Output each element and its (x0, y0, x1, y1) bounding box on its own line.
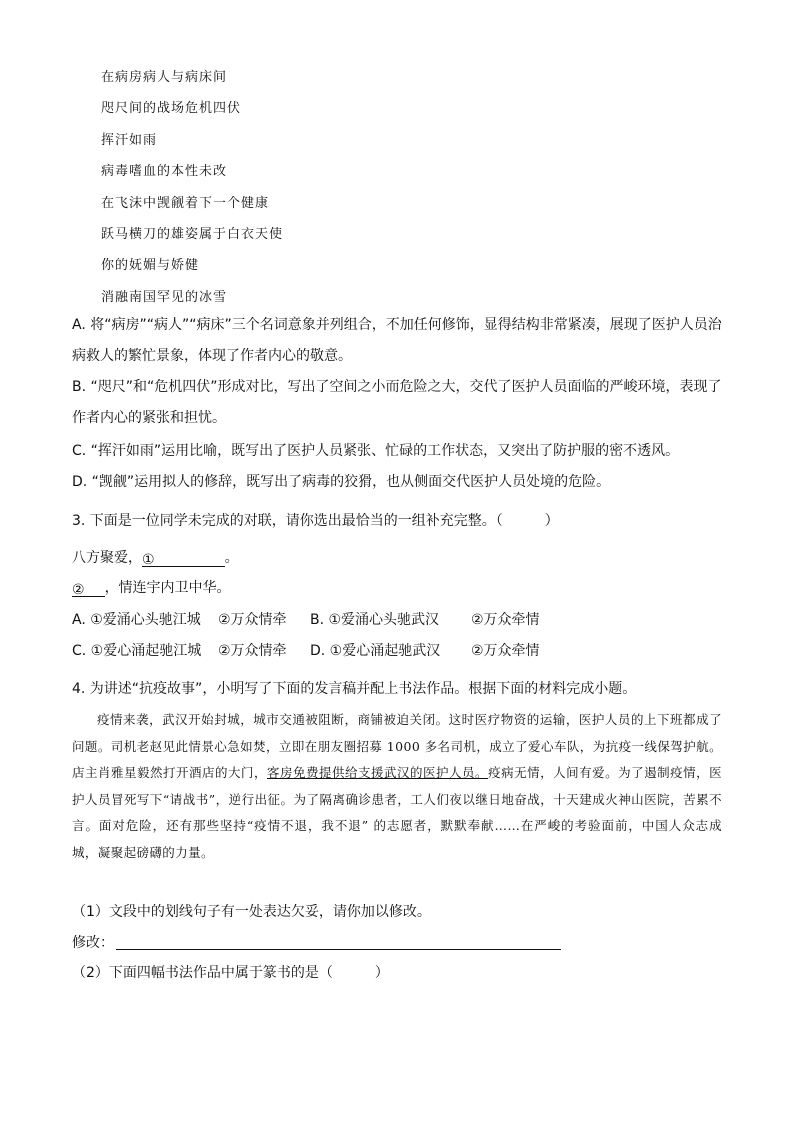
q4-stem: 4. 为讲述“抗疫故事”，小明写了下面的发言稿并配上书法作品。根据下面的材料完成小题。 (72, 681, 637, 697)
poem-line: 病毒嗜血的本性未改 (101, 164, 228, 180)
blank-mark: ① (142, 552, 155, 568)
fix-label: 修改： (72, 935, 114, 951)
passage-text: 疫情来袭，武汉开始封城，城市交通被阻断，商铺被迫关闭。这时医疗物资的运输，医护人员的上下班都成了问题。司机老赵见此情景心急如焚，立即在朋友圈招募 1000 多名司机，成立了爱心车队，为抗疫一线保驾护航。店主肖雅星毅然打开酒店的大门， (72, 712, 722, 780)
poem-line: 在飞沫中觊觎着下一个健康 (101, 195, 270, 211)
option-text: ②万众牵情 (471, 643, 540, 659)
blank-2 (72, 582, 105, 597)
couplet-text: 八方聚爱， (72, 550, 142, 566)
option-text: C. ①爱心涌起驰江城 (72, 643, 202, 659)
blank-mark: ② (72, 582, 85, 598)
poem-line: 你的妩媚与娇健 (101, 258, 200, 274)
option-text: A. ①爱涌心头驰江城 (72, 612, 201, 628)
option-text: B. ①爱涌心头驰武汉 (310, 612, 440, 628)
option-text: ②万众牵情 (471, 612, 540, 628)
passage-text: 疫病无情，人间有爱。为了遏制疫情，医护人员冒死写下“请战书”，逆行出征。为了隔离确诊患者，工人们夜以继日地奋战，十天建成火神山医院，苦累不言。面对危险，还有那些坚持“疫情不退，我不退” 的志愿者，默默奉献……在严峻的考验面前，中国人众志成城，凝聚起磅礴的力量。 (72, 765, 722, 860)
option-text: ②万众情牵 (218, 612, 287, 628)
q2-option-a: A. 将“病房”“病人”“病床”三个名词意象并列组合，不加任何修饰，显得结构非常紧凑，展现了医护人员治病救人的繁忙景象，体现了作者内心的敬意。 (72, 317, 722, 364)
q2-option-c: C. “挥汗如雨”运用比喻，既写出了医护人员紧张、忙碌的工作状态，又突出了防护服的密不透风。 (72, 443, 680, 459)
poem-block (101, 62, 283, 313)
poem-line: 消融南国罕见的冰雪 (101, 289, 228, 305)
q4-sub2: （2）下面四幅书法作品中属于篆书的是（ ） (72, 965, 389, 981)
underlined-sentence: 客房免费提供给支援武汉的医护人员。 (267, 765, 489, 780)
q2-option-d: D. “觊觎”运用拟人的修辞，既写出了病毒的狡猾，也从侧面交代医护人员处境的危险。 (72, 474, 611, 490)
q4-passage (72, 707, 722, 866)
blank-1 (142, 552, 225, 567)
poem-line: 挥汗如雨 (101, 132, 158, 148)
q3-options-row-2 (72, 640, 672, 660)
option-text: ②万众情牵 (218, 643, 287, 659)
q3-couplet-line-1 (72, 547, 239, 567)
answer-line[interactable] (116, 935, 561, 950)
q3-stem: 3. 下面是一位同学未完成的对联，请你选出最恰当的一组补充完整。（ ） (72, 513, 559, 529)
q3-couplet-line-2 (72, 577, 231, 597)
couplet-text: ，情连宇内卫中华。 (104, 580, 231, 596)
q4-fix-row (72, 932, 561, 952)
poem-line: 咫尺间的战场危机四伏 (101, 101, 242, 117)
poem-line: 在病房病人与病床间 (101, 70, 228, 85)
q2-option-b: B. “咫尺”和“危机四伏”形成对比，写出了空间之小而危险之大，交代了医护人员面临的严峻环境，表现了作者内心的紧张和担忧。 (72, 379, 722, 426)
poem-line: 跃马横刀的雄姿属于白衣天使 (101, 226, 284, 242)
q3-options-row-1 (72, 609, 672, 629)
couplet-text: 。 (224, 550, 239, 566)
option-text: D. ①爱心涌起驰武汉 (310, 643, 441, 659)
q4-sub1: （1）文段中的划线句子有一处表达欠妥，请你加以修改。 (72, 904, 431, 920)
